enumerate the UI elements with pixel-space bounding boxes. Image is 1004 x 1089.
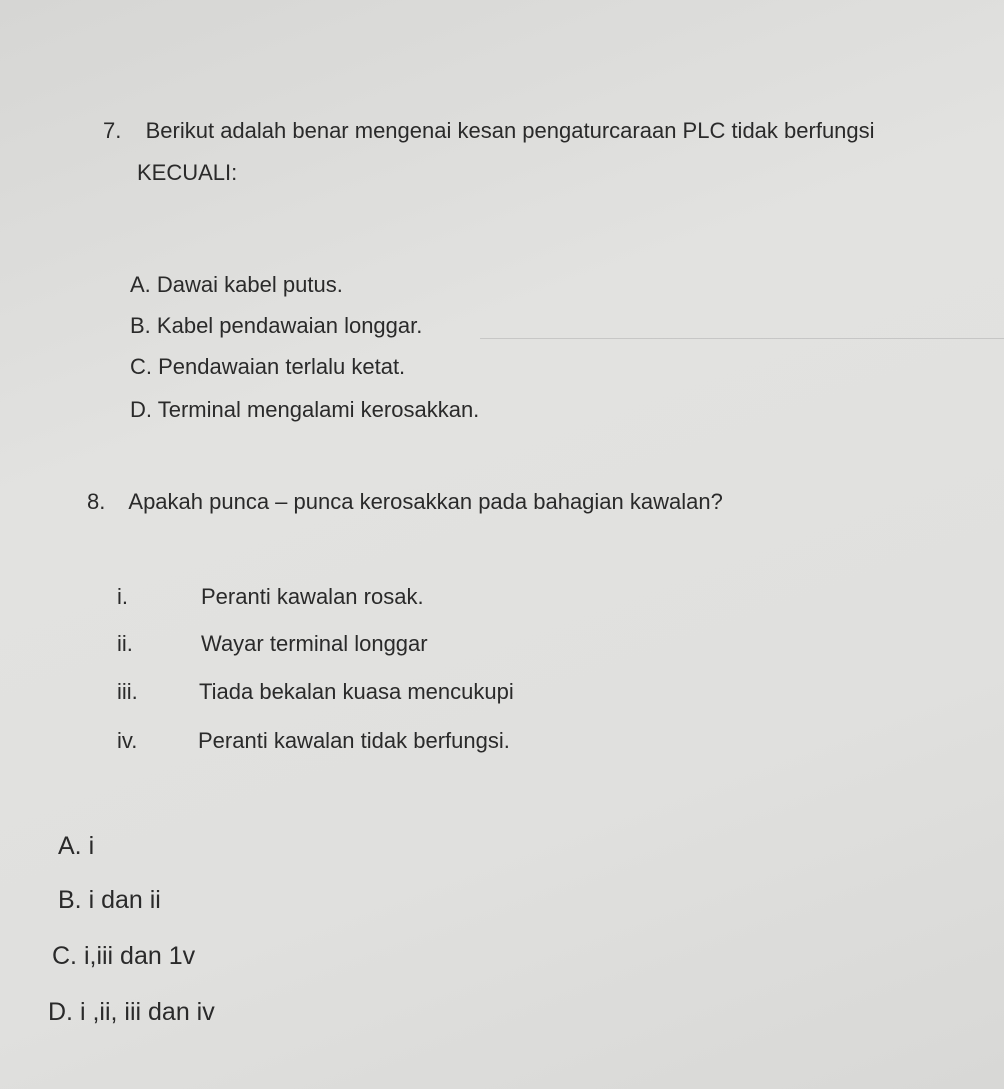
- statement-text: Peranti kawalan tidak berfungsi.: [198, 728, 510, 753]
- statement-text: Peranti kawalan rosak.: [201, 584, 424, 609]
- question-8-option-c: [52, 941, 195, 971]
- option-letter: A.: [130, 272, 151, 297]
- question-7-text: Berikut adalah benar mengenai kesan pengaturcaraan PLC tidak berfungsi: [145, 118, 875, 143]
- option-letter: D.: [48, 998, 73, 1026]
- question-7-option-b: [130, 312, 422, 340]
- option-letter: A.: [58, 832, 82, 860]
- option-text: Terminal mengalami kerosakkan.: [157, 397, 480, 422]
- option-text: Pendawaian terlalu ketat.: [158, 354, 406, 379]
- option-text: i,iii dan 1v: [83, 942, 196, 970]
- option-letter: D.: [130, 397, 152, 422]
- paper-fold-line: [480, 338, 1004, 339]
- statement-numeral: ii.: [117, 631, 133, 656]
- question-8-text: Apakah punca – punca kerosakkan pada bahagian kawalan?: [128, 489, 723, 514]
- option-text: Dawai kabel putus.: [156, 272, 343, 297]
- option-text: i ,ii, iii dan iv: [79, 998, 215, 1026]
- statement-numeral: i.: [117, 584, 128, 609]
- question-7-option-c: [130, 353, 405, 381]
- question-7-option-a: [130, 271, 343, 299]
- statement-text: Wayar terminal longgar: [201, 631, 428, 656]
- question-8-option-b: [58, 885, 161, 915]
- question-7-option-d: [130, 396, 479, 424]
- question-8-option-a: [58, 831, 94, 861]
- statement-text: Tiada bekalan kuasa mencukupi: [199, 679, 514, 704]
- option-text: i: [88, 832, 95, 860]
- option-letter: C.: [130, 354, 152, 379]
- question-8-option-d: [48, 997, 215, 1027]
- question-8: [87, 488, 723, 516]
- option-letter: C.: [52, 942, 77, 970]
- statement-numeral: iv.: [117, 728, 138, 753]
- option-text: i dan ii: [88, 886, 161, 914]
- option-letter: B.: [58, 886, 82, 914]
- question-7-line1: [103, 117, 875, 145]
- option-text: Kabel pendawaian longgar.: [156, 313, 423, 338]
- question-7-number: 7.: [103, 118, 122, 143]
- question-8-number: 8.: [87, 489, 106, 514]
- option-letter: B.: [130, 313, 151, 338]
- statement-numeral: iii.: [117, 679, 138, 704]
- question-7-line2: KECUALI:: [137, 160, 238, 185]
